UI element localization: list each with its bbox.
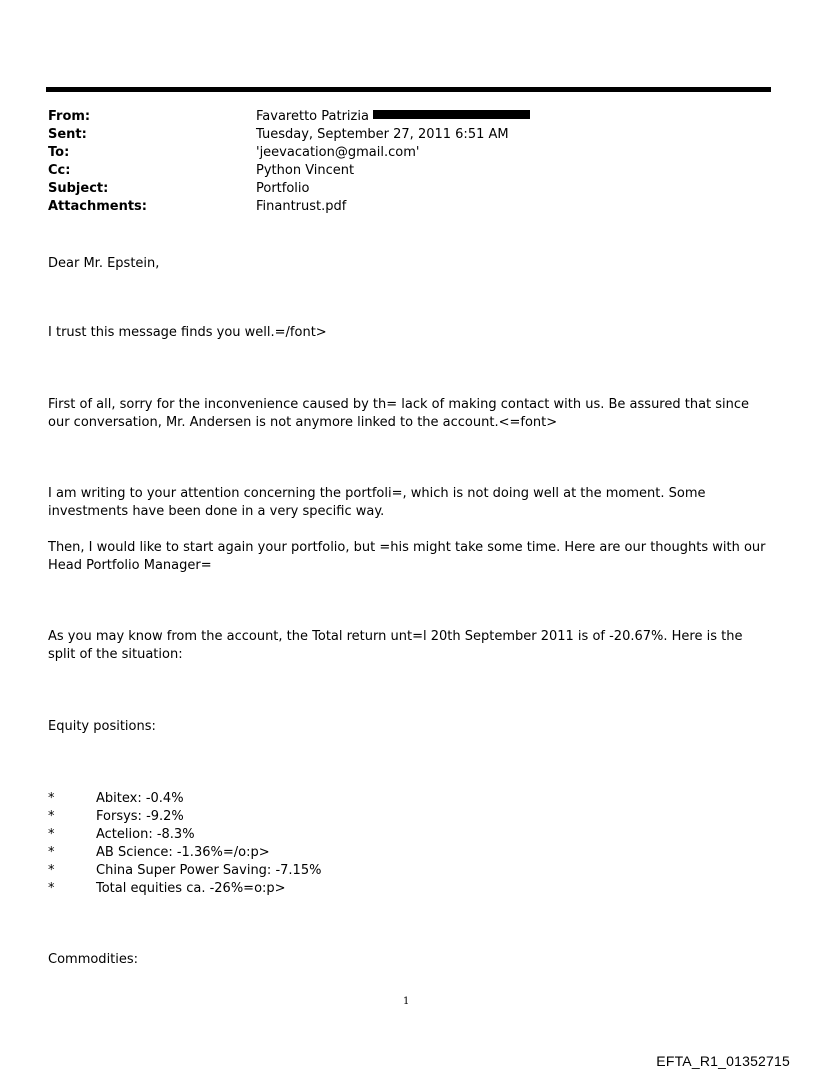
from-value — [256, 108, 530, 126]
list-item-text: China Super Power Saving: -7.15% — [96, 863, 322, 878]
to-label: To: — [48, 145, 70, 160]
list-item-text: Total equities ca. -26%=o:p> — [96, 881, 286, 896]
list-item — [48, 880, 768, 898]
subject-label: Subject: — [48, 181, 109, 196]
sent-label: Sent: — [48, 127, 87, 142]
page-number: 1 — [403, 996, 410, 1007]
header-row-to — [48, 144, 768, 162]
list-item-text: Actelion: -8.3% — [96, 827, 195, 842]
list-item-text: AB Science: -1.36%=/o:p> — [96, 845, 270, 860]
sent-value: Tuesday, September 27, 2011 6:51 AM — [256, 127, 509, 142]
list-item — [48, 826, 768, 844]
list-item-text: Forsys: -9.2% — [96, 809, 184, 824]
bullet-marker: * — [48, 863, 55, 878]
redacted-email-address — [373, 110, 530, 119]
header-row-sent — [48, 126, 768, 144]
to-value: 'jeevacation@gmail.com' — [256, 145, 420, 160]
list-item — [48, 862, 768, 880]
subject-value: Portfolio — [256, 181, 310, 196]
body-paragraph-1: I trust this message finds you well.=/font> — [48, 325, 327, 340]
from-name: Favaretto Patrizia — [256, 109, 369, 124]
bullet-marker: * — [48, 827, 55, 842]
list-item-text: Abitex: -0.4% — [96, 791, 184, 806]
commodities-heading: Commodities: — [48, 952, 139, 967]
greeting: Dear Mr. Epstein, — [48, 256, 160, 271]
cc-label: Cc: — [48, 163, 71, 178]
list-item — [48, 844, 768, 862]
header-row-subject — [48, 180, 768, 198]
list-item — [48, 790, 768, 808]
cc-value: Python Vincent — [256, 163, 355, 178]
bates-number: EFTA_R1_01352715 — [656, 1053, 790, 1069]
header-row-cc — [48, 162, 768, 180]
equity-heading: Equity positions: — [48, 719, 156, 734]
header-row-attachments — [48, 198, 768, 216]
body-paragraph-2: First of all, sorry for the inconvenience caused by th= lack of making contact with us. Be assured that since our conversation, Mr. Andersen is not anymore linked to the account.<=font> — [48, 397, 750, 430]
header-row-from — [48, 108, 768, 126]
body-paragraph-4: Then, I would like to start again your portfolio, but =his might take some time. Here are our thoughts with our Head Portfolio Manager= — [48, 540, 766, 573]
bullet-marker: * — [48, 791, 55, 806]
attachment-filename: Finantrust.pdf — [256, 199, 347, 214]
attachments-label: Attachments: — [48, 199, 147, 214]
body-paragraph-5: As you may know from the account, the Total return unt=l 20th September 2011 is of -20.67%. Here is the split of the situation: — [48, 629, 743, 662]
header-rule — [46, 87, 771, 92]
bullet-marker: * — [48, 881, 55, 896]
list-item — [48, 808, 768, 826]
from-label: From: — [48, 109, 91, 124]
bullet-marker: * — [48, 809, 55, 824]
bullet-marker: * — [48, 845, 55, 860]
body-paragraph-3: I am writing to your attention concerning the portfoli=, which is not doing well at the moment. Some investments have been done in a very specific way. — [48, 486, 706, 519]
